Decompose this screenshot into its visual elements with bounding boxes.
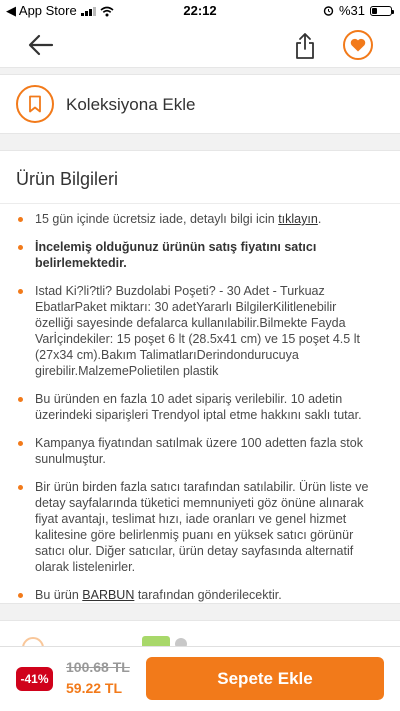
current-price: 59.22 TL: [66, 680, 123, 696]
arrow-left-icon: [26, 32, 56, 58]
status-right: [323, 3, 392, 18]
status-bar: [0, 0, 400, 22]
bullet-dot: [18, 289, 23, 294]
battery-percent: %31: [338, 3, 365, 18]
add-to-cart-button[interactable]: Sepete Ekle: [146, 657, 384, 700]
bullet-dot: [18, 397, 23, 402]
list-item: Bu ürün BARBUN tarafından gönderilecektir.: [0, 587, 400, 603]
bullet-dot: [18, 217, 23, 222]
favorite-button[interactable]: [343, 30, 373, 60]
list-item: Bu üründen en fazla 10 adet sipariş verilebilir. 10 adetin üzerindeki siparişleri Trendyol iptal etme hakkını saklı tutar.: [0, 391, 400, 423]
bullet-dot: [18, 245, 23, 250]
discount-badge: -41%: [16, 667, 53, 691]
list-item: Kampanya fiyatından satılmak üzere 100 adetten fazla stok sunulmuştur.: [0, 435, 400, 467]
old-price: 100.68 TL: [66, 659, 130, 675]
back-button[interactable]: [26, 32, 56, 58]
nav-bar: [0, 22, 400, 68]
collection-icon-circle: [16, 85, 54, 123]
alarm-icon: [323, 5, 334, 16]
share-icon: [292, 32, 318, 60]
return-info-link[interactable]: tıklayın: [278, 212, 318, 226]
bullet-dot: [18, 441, 23, 446]
bullet-dot: [18, 485, 23, 490]
heart-icon: [350, 38, 366, 52]
list-item: 15 gün içinde ücretsiz iade, detaylı bilgi icin tıklayın.: [0, 211, 400, 227]
product-info-list: [0, 207, 400, 603]
clock: 22:12: [183, 3, 217, 18]
purchase-bar: [0, 646, 400, 711]
back-to-app-store[interactable]: ◀ App Store: [6, 3, 77, 18]
product-info-card: [0, 150, 400, 604]
list-item: Istad Ki?li?tli? Buzdolabi Poşeti? - 30 Adet - Turkuaz EbatlarPaket miktarı: 30 adetYararlı BilgilerKilitlenebilir özelliği sayesinde defalarca kullanılabilir.Bilmekte Fayda Varİçindekiler: 15 poşet 6 lt (28.5x41 cm) ve 15 poşet 4.5 lt (27x34 cm).Bakım TalimatlarıDerindondurucuya girebilir.MalzemePolietilen plastik: [0, 283, 400, 379]
battery-icon: [370, 6, 392, 16]
list-item: İncelemiş olduğunuz ürünün satış fiyatını satıcı belirlemektedir.: [0, 239, 400, 271]
bullet-dot: [18, 593, 23, 598]
divider: [0, 203, 400, 204]
share-button[interactable]: [292, 32, 318, 60]
add-to-collection[interactable]: [0, 74, 400, 134]
bookmark-icon: [28, 95, 42, 113]
add-to-collection-label: Koleksiyona Ekle: [66, 95, 196, 114]
product-info-title: Ürün Bilgileri: [16, 169, 119, 189]
seller-link[interactable]: BARBUN: [82, 588, 135, 602]
list-item: Bir ürün birden fazla satıcı tarafından satılabilir. Ürün liste ve detay sayfalarında tüketici memnuniyeti göz önüne alınarak fiyat avantajı, teslimat hızı, iade oranları ve genel hizmet kalitesine göre belirlenmiş puanı en yüksek satıcı görünür satıcı olur. Diğer satıcılar, ürün detay sayfasında alternatif olarak listelenirler.: [0, 479, 400, 575]
